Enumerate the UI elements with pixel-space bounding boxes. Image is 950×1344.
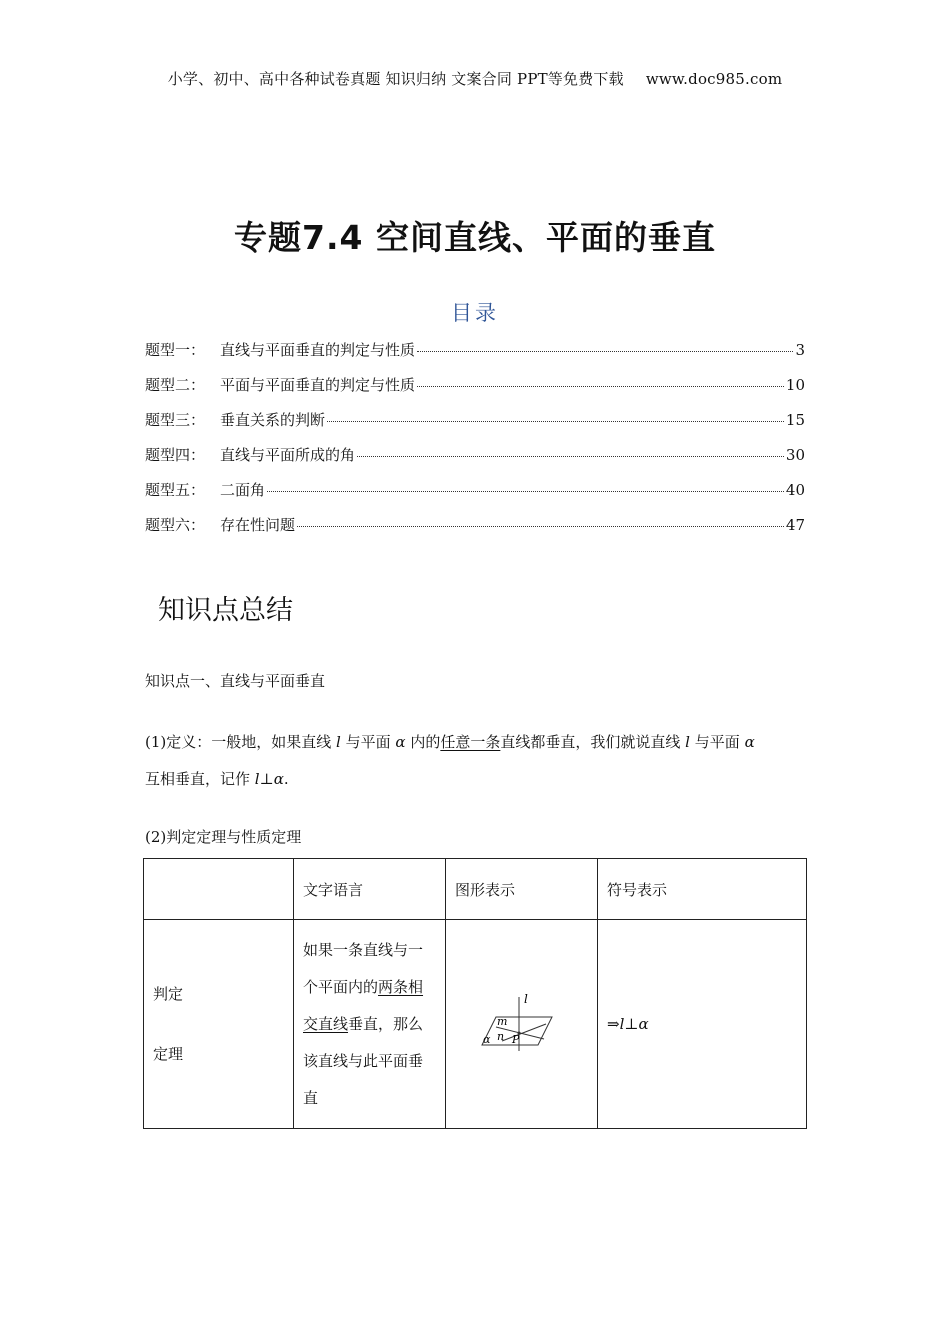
toc-label: 题型六： <box>145 516 206 534</box>
page-header <box>0 68 950 89</box>
def-underline: 任意一条 <box>440 733 501 751</box>
toc-heading: 目录 <box>451 301 499 325</box>
def-text: 与平面 <box>694 733 740 751</box>
toc-leader <box>417 386 784 387</box>
toc-entry[interactable] <box>145 479 805 514</box>
figure-cell <box>446 920 598 1129</box>
toc-leader <box>267 491 784 492</box>
toc-label: 题型五： <box>145 481 206 499</box>
label-alpha: α <box>482 1033 490 1046</box>
var-alpha: α <box>395 733 406 751</box>
page-title: 专题7.4 空间直线、平面的垂直 <box>234 218 716 257</box>
toc-page: 15 <box>785 411 805 429</box>
header-cell: 文字语言 <box>294 859 446 920</box>
section-title: 知识点总结 <box>158 595 293 626</box>
header-cell: 图形表示 <box>446 859 598 920</box>
row-label-line: 定理 <box>153 1045 184 1063</box>
header-cell <box>144 859 294 920</box>
cell-underline: 两条相交直线 <box>303 977 424 1033</box>
def-text: 直线都垂直，我们就说直线 <box>500 733 681 751</box>
toc-text: 直线与平面垂直的判定与性质 <box>220 341 416 359</box>
var-l: l <box>685 733 690 751</box>
label-p: P <box>511 1033 519 1046</box>
toc-text: 直线与平面所成的角 <box>220 446 356 464</box>
definition-paragraph <box>145 724 810 798</box>
toc-entry[interactable] <box>145 339 805 374</box>
def-end: . <box>283 770 289 788</box>
def-text: 互相垂直，记作 <box>145 770 251 788</box>
toc-text: 二面角 <box>220 481 266 499</box>
plane-perpendicular-diagram <box>472 989 572 1059</box>
var-l: l <box>336 733 341 751</box>
header-text: 小学、初中、高中各种试卷真题 知识归纳 文案合同 PPT等免费下载 <box>167 70 624 88</box>
table-of-contents <box>145 339 805 549</box>
toc-page: 10 <box>785 376 805 394</box>
table-header-row <box>144 859 807 920</box>
header-cell: 符号表示 <box>598 859 807 920</box>
def-text: (1)定义：一般地，如果直线 <box>145 733 332 751</box>
header-url[interactable]: www.doc985.com <box>645 70 783 88</box>
symbol-text: ⇒l⊥α <box>607 1015 649 1033</box>
toc-label: 题型二： <box>145 376 206 394</box>
toc-text: 垂直关系的判断 <box>220 411 326 429</box>
line-n <box>502 1024 546 1041</box>
toc-text: 平面与平面垂直的判定与性质 <box>220 376 416 394</box>
symbol-cell <box>598 920 807 1129</box>
toc-entry[interactable] <box>145 444 805 479</box>
toc-text: 存在性问题 <box>220 516 296 534</box>
def-text: 内的 <box>410 733 441 751</box>
row-label <box>144 920 294 1129</box>
theorem-table <box>143 858 807 1129</box>
toc-leader <box>417 351 793 352</box>
label-n: n <box>496 1030 504 1043</box>
toc-leader <box>357 456 784 457</box>
cell-text: 垂直，那么该直线与此平面垂直 <box>303 1014 424 1107</box>
cell-text: 如果一条直线与一个平面内的 <box>303 940 424 996</box>
subsection-title: (2)判定定理与性质定理 <box>145 828 302 846</box>
table-row <box>144 920 807 1129</box>
knowledge-point-title: 知识点一、直线与平面垂直 <box>145 672 326 690</box>
def-notation: l⊥α <box>254 770 284 788</box>
def-text: 与平面 <box>345 733 391 751</box>
label-l: l <box>523 992 528 1006</box>
row-label-line: 判定 <box>153 985 184 1003</box>
toc-page: 47 <box>785 516 805 534</box>
toc-page: 3 <box>795 341 805 359</box>
toc-entry[interactable] <box>145 514 805 549</box>
toc-leader <box>297 526 784 527</box>
label-m: m <box>496 1015 507 1028</box>
toc-label: 题型一： <box>145 341 206 359</box>
toc-leader <box>327 421 784 422</box>
toc-label: 题型三： <box>145 411 206 429</box>
toc-entry[interactable] <box>145 409 805 444</box>
toc-page: 30 <box>785 446 805 464</box>
toc-entry[interactable] <box>145 374 805 409</box>
var-alpha: α <box>744 733 755 751</box>
toc-label: 题型四： <box>145 446 206 464</box>
toc-page: 40 <box>785 481 805 499</box>
text-language-cell <box>294 920 446 1129</box>
